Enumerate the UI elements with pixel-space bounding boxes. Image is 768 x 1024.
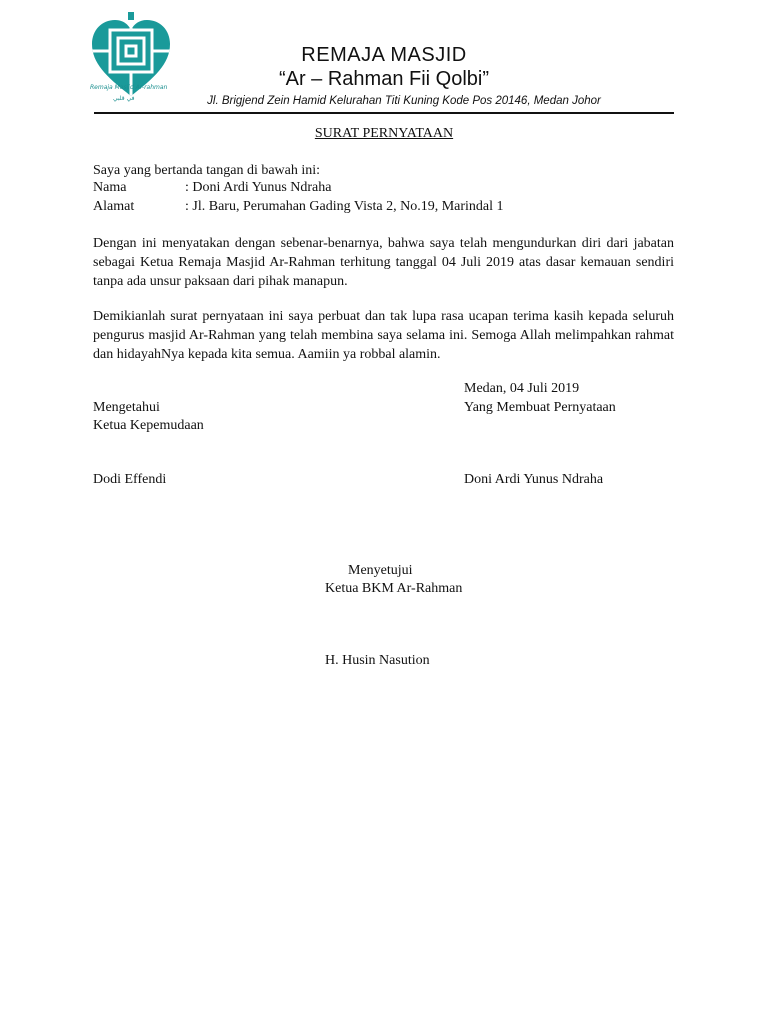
field-label-nama: Nama [93,180,127,195]
organization-subtitle: “Ar – Rahman Fii Qolbi” [278,68,490,90]
organization-name: REMAJA MASJID [301,44,467,66]
field-label-alamat: Alamat [93,199,135,214]
logo-arabic-text: في قلبي [113,95,135,102]
statement-paragraph: Dengan ini menyatakan dengan sebenar-benarnya, bahwa saya telah mengundurkan diri dari jabatan sebagai Ketua Remaja Masjid Ar-Rahman terhitung tanggal 04 Juli 2019 atas dasar kemauan sendiri tanpa ada unsur paksaan dari pihak manapun. [93,236,674,289]
left-signature-role: Ketua Kepemudaan [93,418,204,433]
field-value-alamat: : Jl. Baru, Perumahan Gading Vista 2, No.19, Marindal 1 [185,199,504,214]
right-signature-role: Yang Membuat Pernyataan [464,400,616,415]
center-signature-heading: Menyetujui [348,563,413,578]
left-signature-heading: Mengetahui [93,400,160,415]
place-date: Medan, 04 Juli 2019 [464,381,580,396]
field-value-nama: : Doni Ardi Yunus Ndraha [185,180,332,195]
logo-caption: Remaja Masjid Ar-rahman [90,84,168,91]
center-signatory-name: H. Husin Nasution [325,653,430,668]
left-signatory-name: Dodi Effendi [93,472,167,487]
intro-text: Saya yang bertanda tangan di bawah ini: [93,163,321,178]
closing-paragraph: Demikianlah surat pernyataan ini saya perbuat dan tak lupa rasa ucapan terima kasih kepada seluruh pengurus masjid Ar-Rahman yang telah membina saya selama ini. Semoga Allah melimpahkan rahmat dan hidayahNya kepada kita semua. Aamiin ya robbal alamin. [93,309,674,362]
center-signature-role: Ketua BKM Ar-Rahman [325,581,463,596]
organization-address: Jl. Brigjend Zein Hamid Kelurahan Titi Kuning Kode Pos 20146, Medan Johor [207,95,601,107]
letter-title: SURAT PERNYATAAN [314,126,454,141]
right-signatory-name: Doni Ardi Yunus Ndraha [464,472,604,487]
header-divider [94,112,674,114]
